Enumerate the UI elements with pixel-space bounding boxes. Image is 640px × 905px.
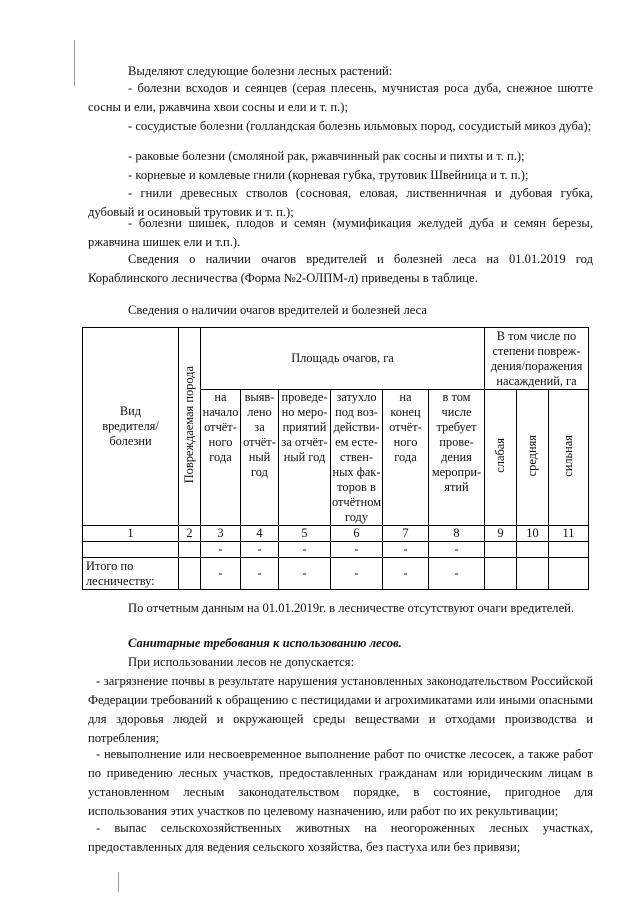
- table-cell: -: [383, 558, 429, 590]
- table-cell: -: [279, 542, 331, 558]
- sanitary-heading: Санитарные требования к использованию лесов.: [128, 636, 402, 650]
- intro-item: - раковые болезни (смоляной рак, ржавчинный рак сосны и пихты и т. п.);: [128, 149, 525, 163]
- header-damage-col-text: слабая: [493, 438, 507, 473]
- table-row-dash: [83, 542, 589, 558]
- pests-table: [82, 327, 589, 590]
- table-caption: Сведения о наличии очагов вредителей и болезней леса: [128, 303, 427, 317]
- table-cell: 11: [549, 526, 589, 542]
- margin-mark-top: [74, 40, 75, 86]
- intro-heading: Выделяют следующие болезни лесных растений:: [128, 64, 393, 78]
- header-poroda: [179, 328, 201, 526]
- table-cell: [485, 558, 517, 590]
- header-area-col: на начало отчёт-ного года: [201, 390, 241, 526]
- table-cell: -: [201, 558, 241, 590]
- table-cell: 5: [279, 526, 331, 542]
- intro-item: - корневые и комлевые гнили (корневая губка, трутовик Швейница и т. п.);: [128, 168, 529, 182]
- table-cell: 1: [83, 526, 179, 542]
- intro-item: - сосудистые болезни (голландская болезнь ильмовых пород, сосудистый микоз дуба);: [128, 119, 592, 133]
- header-damage-col-text: средняя: [525, 434, 539, 477]
- table-cell: [83, 542, 179, 558]
- header-area-col: на конец отчёт-ного года: [383, 390, 429, 526]
- header-area-col: проведе-но меро-приятий за отчёт-ный год: [279, 390, 331, 526]
- table-cell: 8: [429, 526, 485, 542]
- table-cell: 6: [331, 526, 383, 542]
- margin-mark-bottom: [118, 872, 119, 892]
- table-cell: -: [241, 542, 279, 558]
- header-poroda-text: Повреждаемая порода: [182, 365, 196, 484]
- table-cell: 4: [241, 526, 279, 542]
- table-cell: -: [383, 542, 429, 558]
- sanitary-item: - невыполнение или несвоевременное выполнение работ по очистке лесосек, а также работ по приведению лесных участков, предоставленных гражданам или юридическим лицам в установленном лесным законодательством порядке, в состояние, пригодное для использования этих участков по целевому назначению, или работ по их рекультивации;: [88, 747, 593, 818]
- table-row-total: [83, 558, 589, 590]
- sanitary-item: - загрязнение почвы в результате нарушения установленных законодательством Российской Федерации требований к обращению с пестицидами и агрохимикатами или иными опасными для здоровья людей и окружающей среды веществами и отходами производства и потребления;: [88, 674, 593, 745]
- table-cell: -: [279, 558, 331, 590]
- header-area-col: выяв-лено за отчёт-ный год: [241, 390, 279, 526]
- table-row-numbers: [83, 526, 589, 542]
- header-damage-col: [517, 390, 549, 526]
- table-cell: 10: [517, 526, 549, 542]
- header-area-col: затухло под воз-действи-ем есте-ствен-ных фак-торов в отчётном году: [331, 390, 382, 524]
- header-damage-col: [485, 390, 517, 526]
- table-cell: -: [429, 542, 485, 558]
- intro-closing: Сведения о наличии очагов вредителей и болезней леса на 01.01.2019 год Кораблинского лесничества (Форма №2-ОЛПМ-л) приведены в таблице.: [88, 252, 593, 285]
- header-damage: В том числе по степени повреж-дения/поражения насаждений, га: [485, 328, 589, 390]
- table-cell: -: [331, 542, 383, 558]
- after-table-note: По отчетным данным на 01.01.2019г. в лесничестве отсутствуют очаги вредителей.: [128, 601, 575, 615]
- table-cell: 2: [179, 526, 201, 542]
- table-cell: [179, 542, 201, 558]
- header-area: Площадь очагов, га: [201, 328, 485, 390]
- sanitary-item: - выпас сельскохозяйственных животных на неогороженных лесных участках, предоставленных для ведения сельского хозяйства, без пастуха или без привязи;: [88, 821, 593, 854]
- table-cell: -: [201, 542, 241, 558]
- table-cell: -: [331, 558, 383, 590]
- table-cell: [485, 542, 517, 558]
- intro-item: - болезни всходов и сеянцев (серая плесень, мучнистая роса дуба, снежное шютте сосны и ели, ржавчина хвои сосны и ели и т. п.);: [88, 81, 593, 114]
- intro-item: - гнили древесных стволов (сосновая, еловая, лиственничная и дубовая губка, дубовый и осиновый трутовик и т. п.);: [88, 186, 593, 219]
- table-cell: -: [241, 558, 279, 590]
- table-cell: 7: [383, 526, 429, 542]
- header-area-col: в том числе требует прове-дения меропри-ятий: [429, 390, 485, 526]
- table-cell: [179, 558, 201, 590]
- table-cell: 9: [485, 526, 517, 542]
- header-vid: Вид вредителя/ болезни: [83, 328, 179, 526]
- sanitary-lead: При использовании лесов не допускается:: [128, 655, 355, 669]
- table-cell: [517, 558, 549, 590]
- table-cell: -: [429, 558, 485, 590]
- table-cell: 3: [201, 526, 241, 542]
- header-damage-col-text: сильная: [561, 434, 575, 477]
- header-damage-col: [549, 390, 589, 526]
- table-cell: [517, 542, 549, 558]
- table-cell-total-label: Итого по лесничеству:: [83, 558, 179, 590]
- intro-item: - болезни шишек, плодов и семян (мумификация желудей дуба и семян березы, ржавчина шишек ели и т.п.).: [88, 216, 593, 249]
- table-cell: [549, 542, 589, 558]
- table-cell: [549, 558, 589, 590]
